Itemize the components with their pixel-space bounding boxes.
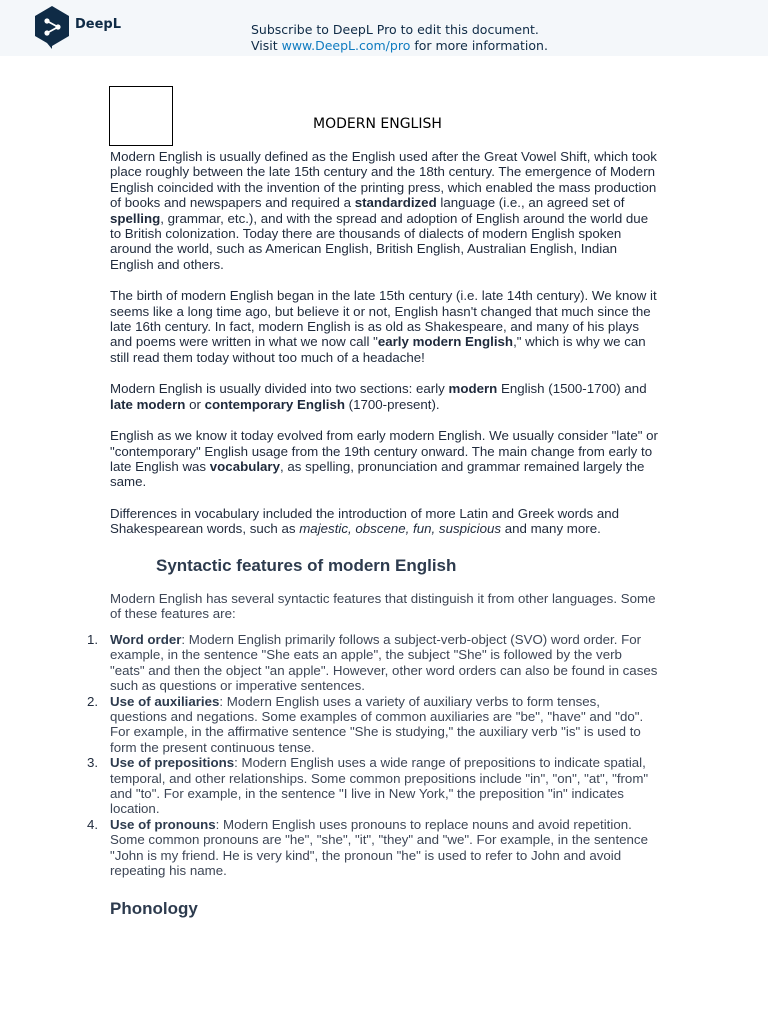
list-item: 4. Use of pronouns: Modern English uses pronouns to replace nouns and avoid repetition. Some common pronouns are "he", "she", "it", "they" and "we". For example, in the sentence "John is my friend. He is very kind", the pronoun "he" is used to refer to John and avoid repeating his name.	[87, 816, 648, 879]
features-list	[87, 632, 658, 879]
paragraph-5: Differences in vocabulary included the introduction of more Latin and Greek words and Shakespearean words, such as majestic, obscene, fun, suspicious and many more.	[110, 505, 620, 537]
phonology-heading: Phonology	[110, 899, 198, 918]
list-item: 2. Use of auxiliaries: Modern English uses a variety of auxiliary verbs to form tenses, questions and negations. Some examples of common auxiliaries are "be", "have" and "do". For example, in the affirmative sentence "She is studying," the auxiliary verb "is" is used to form the present continuous tense.	[87, 693, 644, 755]
subscribe-message	[251, 22, 548, 54]
paragraph-3: Modern English is usually divided into two sections: early modern English (1500-1700) and late modern or contemporary English (1700-present).	[110, 381, 647, 412]
deepl-banner	[0, 0, 768, 56]
list-item: 1. Word order: Modern English primarily follows a subject-verb-object (SVO) word order. For example, in the sentence "She eats an apple", the subject "She" is followed by the verb "eats" and then the object "an apple". However, other word orders can also be found in cases such as questions or imperative sentences.	[87, 632, 658, 694]
list-item: 3. Use of prepositions: Modern English uses a wide range of prepositions to indicate spatial, temporal, and other relationships. Some common prepositions include "in", "on", "at", "from" and "to". For example, in the sentence "I live in New York," the preposition "in" indicates location.	[87, 755, 649, 817]
paragraph-2: The birth of modern English began in the late 15th century (i.e. late 14th century). We know it seems like a long time ago, but believe it or not, English hasn't changed that much since the late 16th century. In fact, modern English is as old as Shakespeare, and many of his plays and poems were written in what we now call "early modern English," which is why we can still read them today without too much of a headache!	[110, 288, 657, 365]
syntax-intro: Modern English has several syntactic features that distinguish it from other languages. Some of these features are:	[110, 591, 656, 622]
paragraph-4: English as we know it today evolved from early modern English. We usually consider "late" or "contemporary" English usage from the 19th century onward. The main change from early to late English was vocabulary, as spelling, pronunciation and grammar remained largely the same.	[110, 428, 658, 490]
deepl-pro-link[interactable]: www.DeepL.com/pro	[281, 38, 411, 53]
paragraph-1: Modern English is usually defined as the English used after the Great Vowel Shift, which took place roughly between the late 15th century and the 18th century. The emergence of Modern English coincided with the invention of the printing press, which enabled the mass production of books and newspapers and required a standardized language (i.e., an agreed set of spelling, grammar, etc.), and with the spread and adoption of English around the world due to British colonization. Today there are thousands of dialects of modern English spoken around the world, such as American English, British English, Australian English, Indian English and others.	[110, 149, 657, 272]
subscribe-line: Subscribe to DeepL Pro to edit this document.	[251, 22, 539, 37]
syntax-heading: Syntactic features of modern English	[156, 556, 457, 575]
image-placeholder	[109, 86, 173, 146]
document-body	[110, 149, 658, 553]
visit-line: Visit www.DeepL.com/pro for more information.	[251, 38, 548, 53]
deepl-logo-text: DeepL	[75, 17, 122, 32]
document-title: MODERN ENGLISH	[313, 116, 442, 132]
deepl-logo-icon	[33, 5, 71, 49]
